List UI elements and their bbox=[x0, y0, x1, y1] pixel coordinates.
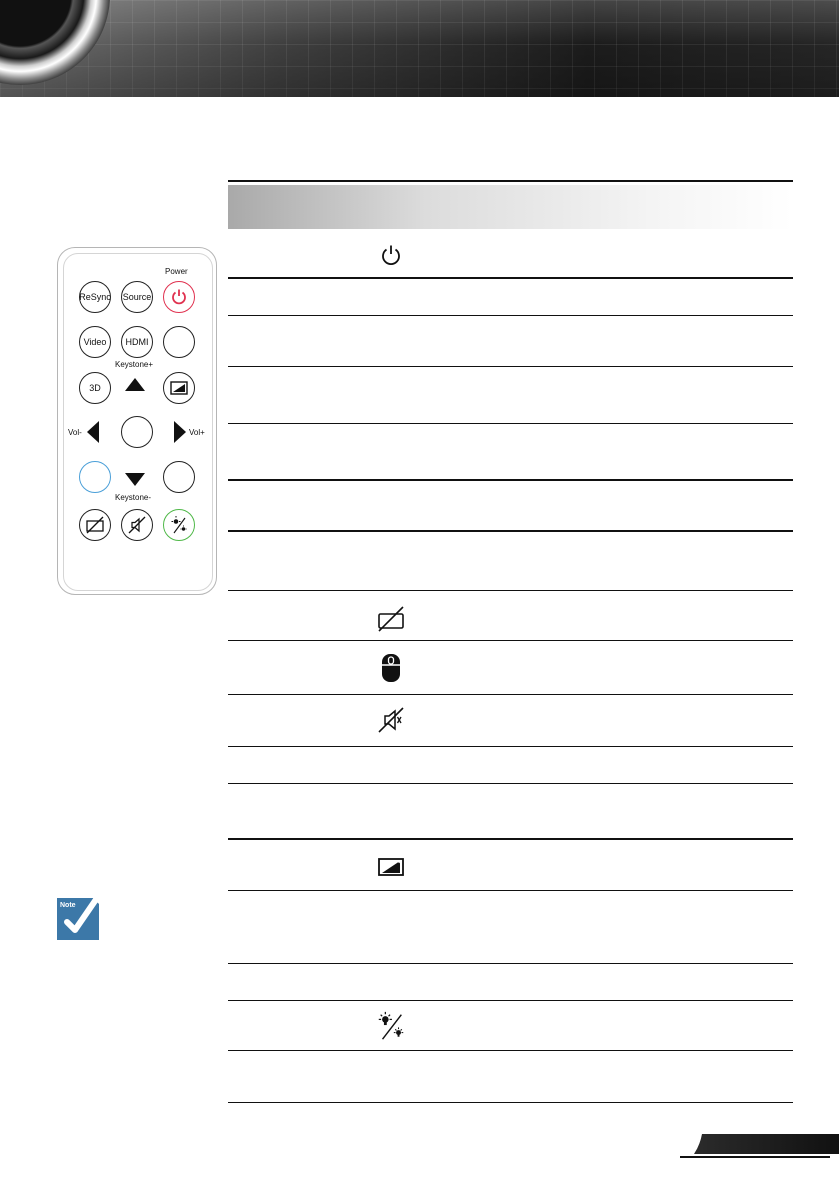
video-label: Video bbox=[83, 337, 107, 347]
table-header bbox=[228, 185, 793, 229]
table-row-divider bbox=[228, 530, 793, 532]
blank-button bbox=[163, 326, 195, 358]
vol-minus-label: Vol- bbox=[68, 428, 82, 437]
source-label: Source bbox=[122, 292, 152, 302]
table-row-divider bbox=[228, 890, 793, 891]
keystone-up-arrow bbox=[125, 378, 145, 391]
table-row-divider bbox=[228, 694, 793, 695]
mute-icon bbox=[375, 704, 407, 736]
mouse-icon bbox=[375, 652, 407, 684]
resync-label: ReSync bbox=[79, 292, 111, 302]
source-button bbox=[121, 281, 153, 313]
blank-screen-button bbox=[79, 509, 111, 541]
table-row-divider bbox=[228, 479, 793, 481]
blank-button-2 bbox=[163, 461, 195, 493]
vol-down-arrow bbox=[87, 421, 99, 443]
table-row-divider bbox=[228, 423, 793, 424]
banner-shine bbox=[0, 0, 839, 97]
remote-control-illustration bbox=[57, 247, 217, 595]
blank-screen-icon bbox=[375, 603, 407, 635]
table-row-divider bbox=[228, 838, 793, 840]
power-button bbox=[163, 281, 195, 313]
keystone-down-arrow bbox=[125, 473, 145, 486]
table-row-divider bbox=[228, 783, 793, 784]
page-tab bbox=[680, 1131, 839, 1159]
table-row-divider bbox=[228, 277, 793, 279]
vol-up-arrow bbox=[174, 421, 186, 443]
display-mode-button bbox=[163, 509, 195, 541]
hdmi-label: HDMI bbox=[125, 337, 149, 347]
table-row-divider bbox=[228, 746, 793, 747]
display-mode-icon bbox=[169, 515, 189, 535]
aspect-ratio-icon bbox=[375, 851, 407, 883]
power-label: Power bbox=[165, 267, 188, 276]
table-top-rule bbox=[228, 180, 793, 182]
table-row-divider bbox=[228, 366, 793, 367]
video-button bbox=[79, 326, 111, 358]
center-button bbox=[121, 416, 153, 448]
3d-button bbox=[79, 372, 111, 404]
note-label: Note bbox=[60, 902, 76, 909]
mute-icon bbox=[127, 515, 147, 535]
note-badge bbox=[53, 892, 103, 944]
resync-button bbox=[79, 281, 111, 313]
vol-plus-label: Vol+ bbox=[189, 428, 205, 437]
table-row-divider bbox=[228, 640, 793, 641]
table-row-divider bbox=[228, 1050, 793, 1051]
table-row-divider bbox=[228, 1000, 793, 1001]
blue-button bbox=[79, 461, 111, 493]
keystone-minus-label: Keystone- bbox=[115, 493, 152, 502]
keystone-plus-label: Keystone+ bbox=[115, 360, 154, 369]
hdmi-button bbox=[121, 326, 153, 358]
aspect-ratio-button bbox=[163, 372, 195, 404]
table-row-divider bbox=[228, 963, 793, 964]
table-row-divider bbox=[228, 590, 793, 591]
header-banner bbox=[0, 0, 839, 97]
power-icon bbox=[375, 239, 407, 271]
power-icon bbox=[170, 288, 188, 306]
table-row-divider bbox=[228, 315, 793, 316]
aspect-ratio-icon bbox=[170, 381, 188, 395]
3d-label: 3D bbox=[89, 383, 101, 393]
table-bottom-rule bbox=[228, 1102, 793, 1103]
display-mode-icon bbox=[375, 1010, 407, 1042]
blank-screen-icon bbox=[85, 516, 105, 534]
mute-button bbox=[121, 509, 153, 541]
